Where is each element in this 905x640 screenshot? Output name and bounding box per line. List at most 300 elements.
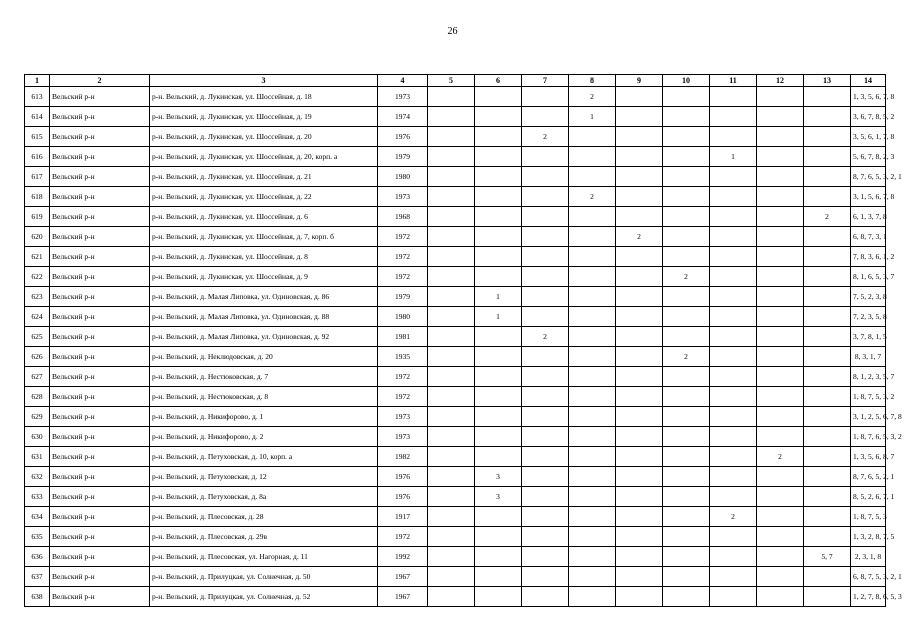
cell-col-12: 2 (757, 447, 804, 467)
cell-col-12 (757, 227, 804, 247)
column-header-3: 3 (150, 75, 378, 87)
cell-col-9 (616, 407, 663, 427)
cell-col-6 (475, 367, 522, 387)
cell-col-8 (569, 347, 616, 367)
cell-address: р-н. Вельский, д. Лукинская, ул. Шоссейная, д. 6 (150, 207, 378, 227)
cell-col-12 (757, 207, 804, 227)
cell-col-12 (757, 287, 804, 307)
cell-col-12 (757, 527, 804, 547)
cell-row-number: 616 (25, 147, 50, 167)
cell-col-7 (522, 367, 569, 387)
cell-col-13 (804, 387, 851, 407)
cell-row-number: 615 (25, 127, 50, 147)
cell-col-5 (428, 327, 475, 347)
cell-col-9 (616, 107, 663, 127)
cell-col-8: 1 (569, 107, 616, 127)
cell-col-10 (663, 327, 710, 347)
cell-col-8 (569, 207, 616, 227)
table-row (25, 347, 886, 367)
cell-col-12 (757, 507, 804, 527)
cell-col-12 (757, 547, 804, 567)
cell-col-14: 1, 3, 5, 6, 7, 8 (851, 87, 886, 107)
cell-year: 1973 (378, 87, 428, 107)
cell-col-11 (710, 327, 757, 347)
cell-col-8 (569, 427, 616, 447)
cell-col-13 (804, 247, 851, 267)
cell-col-11 (710, 527, 757, 547)
cell-year: 1972 (378, 367, 428, 387)
cell-col-5 (428, 407, 475, 427)
cell-col-12 (757, 147, 804, 167)
cell-col-11 (710, 367, 757, 387)
table-row (25, 567, 886, 587)
cell-col-5 (428, 147, 475, 167)
cell-col-6 (475, 587, 522, 607)
cell-col-10 (663, 507, 710, 527)
cell-year: 1968 (378, 207, 428, 227)
table-row (25, 427, 886, 447)
cell-district: Вельский р-н (50, 127, 150, 147)
cell-col-11: 2 (710, 507, 757, 527)
table-row (25, 587, 886, 607)
cell-row-number: 637 (25, 567, 50, 587)
cell-row-number: 636 (25, 547, 50, 567)
cell-col-9 (616, 567, 663, 587)
cell-col-12 (757, 167, 804, 187)
cell-year: 1972 (378, 247, 428, 267)
cell-district: Вельский р-н (50, 467, 150, 487)
column-header-6: 6 (475, 75, 522, 87)
cell-address: р-н. Вельский, д. Никифорово, д. 2 (150, 427, 378, 447)
cell-col-8 (569, 467, 616, 487)
table-row (25, 87, 886, 107)
cell-col-7 (522, 187, 569, 207)
cell-col-6 (475, 127, 522, 147)
cell-col-7 (522, 287, 569, 307)
cell-col-13 (804, 527, 851, 547)
cell-address: р-н. Вельский, д. Лукинская, ул. Шоссейная, д. 8 (150, 247, 378, 267)
cell-col-7 (522, 447, 569, 467)
cell-col-9 (616, 207, 663, 227)
cell-row-number: 627 (25, 367, 50, 387)
cell-col-14: 1, 8, 7, 6, 5, 3, 2 (851, 427, 886, 447)
cell-col-11 (710, 547, 757, 567)
cell-col-9 (616, 547, 663, 567)
cell-col-6: 1 (475, 287, 522, 307)
cell-address: р-н. Вельский, д. Лукинская, ул. Шоссейная, д. 19 (150, 107, 378, 127)
cell-col-8 (569, 167, 616, 187)
cell-col-6 (475, 187, 522, 207)
table-row (25, 507, 886, 527)
cell-col-9 (616, 507, 663, 527)
cell-year: 1935 (378, 347, 428, 367)
table-row (25, 127, 886, 147)
cell-col-10 (663, 247, 710, 267)
cell-col-14: 6, 8, 7, 5, 3, 2, 1 (851, 567, 886, 587)
cell-address: р-н. Вельский, д. Лукинская, ул. Шоссейная, д. 20 (150, 127, 378, 147)
cell-address: р-н. Вельский, д. Петуховская, д. 12 (150, 467, 378, 487)
column-header-7: 7 (522, 75, 569, 87)
cell-col-13: 5, 7 (804, 547, 851, 567)
cell-col-10 (663, 307, 710, 327)
cell-district: Вельский р-н (50, 387, 150, 407)
cell-col-5 (428, 387, 475, 407)
cell-year: 1972 (378, 387, 428, 407)
cell-col-6 (475, 447, 522, 467)
cell-district: Вельский р-н (50, 447, 150, 467)
cell-col-11 (710, 187, 757, 207)
cell-row-number: 635 (25, 527, 50, 547)
table-row (25, 107, 886, 127)
cell-col-9 (616, 267, 663, 287)
cell-col-12 (757, 367, 804, 387)
cell-year: 1979 (378, 287, 428, 307)
cell-col-8 (569, 247, 616, 267)
cell-col-6 (475, 347, 522, 367)
cell-district: Вельский р-н (50, 547, 150, 567)
cell-col-8 (569, 267, 616, 287)
cell-col-8: 2 (569, 87, 616, 107)
table-row (25, 487, 886, 507)
cell-row-number: 638 (25, 587, 50, 607)
cell-col-13 (804, 227, 851, 247)
cell-col-12 (757, 387, 804, 407)
cell-row-number: 614 (25, 107, 50, 127)
cell-col-7 (522, 527, 569, 547)
cell-district: Вельский р-н (50, 487, 150, 507)
cell-district: Вельский р-н (50, 567, 150, 587)
cell-col-7 (522, 167, 569, 187)
cell-col-11 (710, 287, 757, 307)
cell-col-9 (616, 347, 663, 367)
cell-row-number: 634 (25, 507, 50, 527)
cell-col-5 (428, 427, 475, 447)
cell-col-5 (428, 447, 475, 467)
cell-col-5 (428, 547, 475, 567)
cell-year: 1981 (378, 327, 428, 347)
table-row (25, 267, 886, 287)
cell-col-14: 8, 1, 6, 5, 3, 7 (851, 267, 886, 287)
cell-col-13 (804, 507, 851, 527)
cell-col-8 (569, 287, 616, 307)
cell-col-13 (804, 167, 851, 187)
cell-col-14: 7, 2, 3, 5, 8 (851, 307, 886, 327)
cell-col-14: 6, 8, 7, 3, 1 (851, 227, 886, 247)
cell-col-6 (475, 407, 522, 427)
cell-col-10 (663, 467, 710, 487)
cell-col-5 (428, 527, 475, 547)
cell-col-7 (522, 507, 569, 527)
cell-district: Вельский р-н (50, 147, 150, 167)
cell-col-11 (710, 567, 757, 587)
column-header-5: 5 (428, 75, 475, 87)
cell-col-9 (616, 167, 663, 187)
cell-col-13 (804, 127, 851, 147)
cell-col-14: 5, 6, 7, 8, 2, 3 (851, 147, 886, 167)
cell-address: р-н. Вельский, д. Плесовская, д. 28 (150, 507, 378, 527)
cell-col-10 (663, 487, 710, 507)
cell-col-5 (428, 127, 475, 147)
cell-district: Вельский р-н (50, 287, 150, 307)
cell-year: 1973 (378, 187, 428, 207)
column-header-2: 2 (50, 75, 150, 87)
column-header-14: 14 (851, 75, 886, 87)
column-header-11: 11 (710, 75, 757, 87)
cell-col-5 (428, 367, 475, 387)
cell-col-6 (475, 107, 522, 127)
cell-year: 1967 (378, 587, 428, 607)
cell-col-9 (616, 247, 663, 267)
cell-district: Вельский р-н (50, 247, 150, 267)
table-row (25, 287, 886, 307)
cell-col-8 (569, 487, 616, 507)
cell-col-12 (757, 107, 804, 127)
cell-col-11 (710, 227, 757, 247)
cell-address: р-н. Вельский, д. Лукинская, ул. Шоссейная, д. 18 (150, 87, 378, 107)
cell-col-14: 7, 5, 2, 3, 8 (851, 287, 886, 307)
cell-address: р-н. Вельский, д. Плесовская, ул. Нагорная, д. 11 (150, 547, 378, 567)
cell-address: р-н. Вельский, д. Петуховская, д. 8а (150, 487, 378, 507)
cell-col-9 (616, 327, 663, 347)
cell-address: р-н. Вельский, д. Лукинская, ул. Шоссейная, д. 7, корп. б (150, 227, 378, 247)
table-row (25, 147, 886, 167)
cell-col-6: 3 (475, 467, 522, 487)
cell-row-number: 613 (25, 87, 50, 107)
cell-col-7 (522, 267, 569, 287)
cell-col-6 (475, 87, 522, 107)
cell-col-10 (663, 367, 710, 387)
cell-col-8 (569, 547, 616, 567)
cell-col-6 (475, 507, 522, 527)
cell-col-13 (804, 187, 851, 207)
cell-col-6 (475, 547, 522, 567)
cell-col-14: 3, 5, 6, 1, 7, 8 (851, 127, 886, 147)
column-header-10: 10 (663, 75, 710, 87)
cell-col-14: 3, 1, 2, 5, 6, 7, 8 (851, 407, 886, 427)
cell-address: р-н. Вельский, д. Нестюковская, д. 7 (150, 367, 378, 387)
cell-col-7 (522, 567, 569, 587)
cell-row-number: 621 (25, 247, 50, 267)
cell-col-9 (616, 147, 663, 167)
table-row (25, 407, 886, 427)
cell-col-8 (569, 327, 616, 347)
column-header-13: 13 (804, 75, 851, 87)
cell-col-14: 2, 3, 1, 8 (851, 547, 886, 567)
cell-col-6 (475, 387, 522, 407)
cell-col-8 (569, 147, 616, 167)
cell-year: 1974 (378, 107, 428, 127)
cell-district: Вельский р-н (50, 367, 150, 387)
cell-col-13 (804, 287, 851, 307)
cell-col-9 (616, 367, 663, 387)
cell-col-5 (428, 267, 475, 287)
table-row (25, 327, 886, 347)
cell-col-5 (428, 107, 475, 127)
cell-col-9 (616, 467, 663, 487)
cell-col-13 (804, 147, 851, 167)
cell-year: 1972 (378, 227, 428, 247)
cell-col-10 (663, 167, 710, 187)
cell-col-7 (522, 387, 569, 407)
cell-col-7 (522, 587, 569, 607)
cell-col-7 (522, 307, 569, 327)
cell-col-7 (522, 147, 569, 167)
cell-col-14: 1, 8, 7, 5, 3 (851, 507, 886, 527)
table-row (25, 367, 886, 387)
cell-col-7: 2 (522, 127, 569, 147)
cell-col-5 (428, 187, 475, 207)
cell-district: Вельский р-н (50, 347, 150, 367)
cell-col-10 (663, 427, 710, 447)
cell-district: Вельский р-н (50, 107, 150, 127)
cell-col-6 (475, 427, 522, 447)
cell-district: Вельский р-н (50, 327, 150, 347)
cell-district: Вельский р-н (50, 167, 150, 187)
cell-col-8 (569, 387, 616, 407)
cell-col-7 (522, 467, 569, 487)
cell-col-11 (710, 427, 757, 447)
cell-col-13 (804, 427, 851, 447)
table-row (25, 547, 886, 567)
cell-col-13 (804, 347, 851, 367)
cell-col-14: 8, 5, 2, 6, 7, 1 (851, 487, 886, 507)
cell-col-5 (428, 487, 475, 507)
column-header-4: 4 (378, 75, 428, 87)
cell-year: 1976 (378, 127, 428, 147)
cell-col-10: 2 (663, 267, 710, 287)
cell-address: р-н. Вельский, д. Лукинская, ул. Шоссейная, д. 22 (150, 187, 378, 207)
cell-row-number: 632 (25, 467, 50, 487)
cell-district: Вельский р-н (50, 267, 150, 287)
cell-address: р-н. Вельский, д. Неклюдовская, д. 20 (150, 347, 378, 367)
cell-col-9: 2 (616, 227, 663, 247)
cell-col-11: 1 (710, 147, 757, 167)
cell-col-9 (616, 387, 663, 407)
cell-col-13 (804, 587, 851, 607)
cell-col-14: 1, 3, 2, 8, 7, 5 (851, 527, 886, 547)
cell-col-11 (710, 307, 757, 327)
cell-col-7: 2 (522, 327, 569, 347)
cell-row-number: 622 (25, 267, 50, 287)
header-row (25, 75, 886, 87)
cell-col-12 (757, 407, 804, 427)
cell-col-8 (569, 587, 616, 607)
cell-col-5 (428, 347, 475, 367)
cell-row-number: 623 (25, 287, 50, 307)
table-row (25, 447, 886, 467)
cell-row-number: 620 (25, 227, 50, 247)
cell-col-6 (475, 207, 522, 227)
column-header-8: 8 (569, 75, 616, 87)
cell-col-9 (616, 287, 663, 307)
cell-col-11 (710, 267, 757, 287)
cell-col-13 (804, 487, 851, 507)
cell-col-6 (475, 227, 522, 247)
cell-row-number: 629 (25, 407, 50, 427)
cell-col-10 (663, 387, 710, 407)
cell-district: Вельский р-н (50, 227, 150, 247)
cell-address: р-н. Вельский, д. Нестюковская, д. 8 (150, 387, 378, 407)
cell-district: Вельский р-н (50, 427, 150, 447)
cell-col-12 (757, 247, 804, 267)
cell-row-number: 617 (25, 167, 50, 187)
cell-col-14: 8, 7, 6, 5, 3, 2, 1 (851, 167, 886, 187)
cell-address: р-н. Вельский, д. Плесовская, д. 29в (150, 527, 378, 547)
cell-col-10 (663, 407, 710, 427)
cell-row-number: 625 (25, 327, 50, 347)
cell-col-10 (663, 447, 710, 467)
cell-col-11 (710, 167, 757, 187)
cell-col-9 (616, 587, 663, 607)
cell-address: р-н. Вельский, д. Малая Липовка, ул. Одиновская, д. 92 (150, 327, 378, 347)
cell-col-11 (710, 487, 757, 507)
cell-col-9 (616, 447, 663, 467)
cell-col-6: 1 (475, 307, 522, 327)
cell-col-12 (757, 427, 804, 447)
cell-col-10 (663, 127, 710, 147)
column-header-9: 9 (616, 75, 663, 87)
cell-col-14: 3, 6, 7, 8, 5, 2 (851, 107, 886, 127)
cell-row-number: 633 (25, 487, 50, 507)
table-row (25, 207, 886, 227)
cell-col-13 (804, 87, 851, 107)
cell-col-14: 8, 7, 6, 5, 2, 1 (851, 467, 886, 487)
cell-col-5 (428, 247, 475, 267)
cell-col-8 (569, 127, 616, 147)
cell-address: р-н. Вельский, д. Лукинская, ул. Шоссейная, д. 9 (150, 267, 378, 287)
cell-col-14: 8, 3, 1, 7 (851, 347, 886, 367)
cell-col-6 (475, 167, 522, 187)
table-row (25, 187, 886, 207)
cell-col-10: 2 (663, 347, 710, 367)
cell-col-14: 1, 2, 7, 8, 6, 5, 3 (851, 587, 886, 607)
cell-col-7 (522, 347, 569, 367)
cell-year: 1976 (378, 467, 428, 487)
cell-col-6 (475, 267, 522, 287)
cell-col-10 (663, 107, 710, 127)
cell-col-10 (663, 227, 710, 247)
cell-col-8 (569, 367, 616, 387)
cell-col-13 (804, 267, 851, 287)
cell-col-8 (569, 307, 616, 327)
page-number: 26 (447, 26, 458, 37)
cell-col-7 (522, 227, 569, 247)
cell-col-6 (475, 527, 522, 547)
cell-year: 1979 (378, 147, 428, 167)
table-header (25, 75, 886, 87)
cell-col-13 (804, 567, 851, 587)
cell-col-7 (522, 87, 569, 107)
cell-district: Вельский р-н (50, 527, 150, 547)
cell-year: 1917 (378, 507, 428, 527)
table-row (25, 307, 886, 327)
cell-col-11 (710, 207, 757, 227)
cell-col-6 (475, 327, 522, 347)
cell-col-12 (757, 467, 804, 487)
cell-col-14: 1, 3, 5, 6, 8, 7 (851, 447, 886, 467)
cell-col-7 (522, 487, 569, 507)
cell-col-5 (428, 507, 475, 527)
cell-col-10 (663, 527, 710, 547)
cell-col-11 (710, 87, 757, 107)
cell-col-6 (475, 147, 522, 167)
cell-col-8 (569, 407, 616, 427)
cell-col-8 (569, 527, 616, 547)
cell-col-5 (428, 467, 475, 487)
cell-col-12 (757, 327, 804, 347)
cell-row-number: 626 (25, 347, 50, 367)
table-row (25, 247, 886, 267)
